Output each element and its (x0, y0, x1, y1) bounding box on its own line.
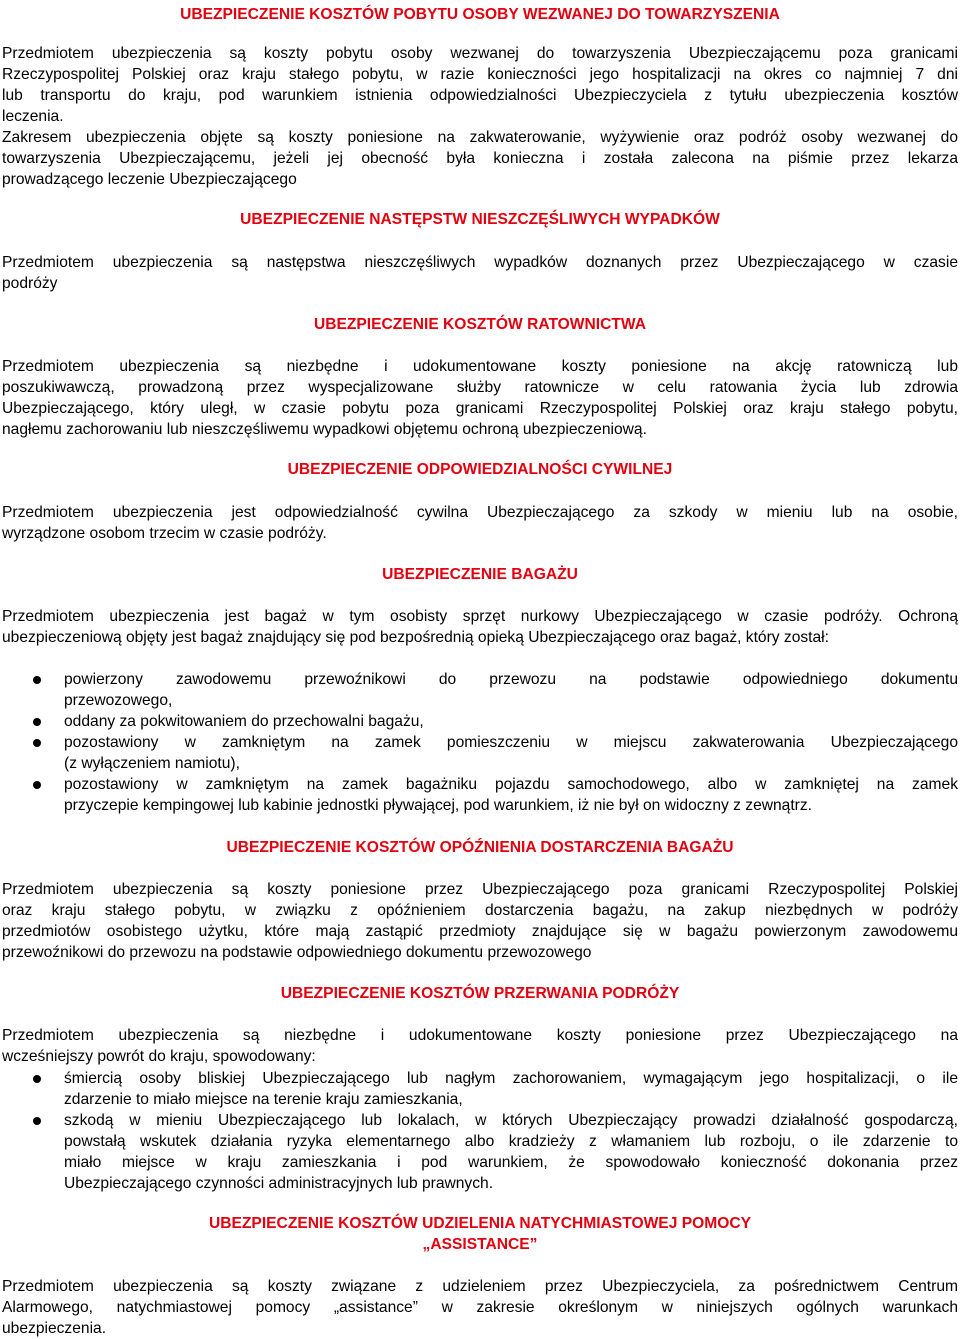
section-heading-nnw: UBEZPIECZENIE NASTĘPSTW NIESZCZĘŚLIWYCH WYPADKÓW (240, 211, 720, 228)
paragraph-przerwanie-1: Przedmiotem ubezpieczenia są niezbędne i udokumentowane koszty poniesione przez Ubezpieczającego na wcześniejszy powrót do kraju, spowodowany: (2, 1027, 958, 1065)
list-item: pozostawiony w zamkniętym na zamek pomieszczeniu w miejscu zakwaterowania Ubezpieczającego (z wyłączeniem namiotu), (0, 732, 958, 774)
paragraph-opoznienie-1: Przedmiotem ubezpieczenia są koszty poniesione przez Ubezpieczającego poza granicami Rzeczypospolitej Polskiej oraz kraju stałego pobytu, w związku z opóźnieniem dostarczenia bagażu, na zakup niezbędnych w podróży przedmiotów osobistego użytku, które mają zastąpić przedmioty znajdujące się w bagażu powierzonym zawodowemu przewoźnikowi do przewozu na podstawie odpowiedniego dokumentu przewozowego (2, 881, 958, 961)
paragraph-bagaz-1: Przedmiotem ubezpieczenia jest bagaż w tym osobisty sprzęt nurkowy Ubezpieczającego w czasie podróży. Ochroną ubezpieczeniową objęty jest bagaż znajdujący się pod bezpośrednią opieką Ubezpieczającego oraz bagaż, który został: (2, 608, 958, 646)
list-item: oddany za pokwitowaniem do przechowalni bagażu, (0, 711, 958, 732)
section-heading-bagaz: UBEZPIECZENIE BAGAŻU (382, 566, 578, 583)
bullet-icon (33, 676, 41, 684)
przerwanie-list (0, 1068, 958, 1194)
bullet-icon (33, 781, 41, 789)
list-item: powierzony zawodowemu przewoźnikowi do przewozu na podstawie odpowiedniego dokumentu przewozowego, (0, 669, 958, 711)
section-heading-assistance: UBEZPIECZENIE KOSZTÓW UDZIELENIA NATYCHMIASTOWEJ POMOCY „ASSISTANCE” (208, 1215, 752, 1253)
section-heading-pobyt: UBEZPIECZENIE KOSZTÓW POBYTU OSOBY WEZWANEJ DO TOWARZYSZENIA (180, 6, 780, 23)
list-item: szkodą w mieniu Ubezpieczającego lub lokalach, w których Ubezpieczający prowadzi działalność gospodarczą, powstałą wskutek działania ryzyka elementarnego albo kradzieży z włamaniem lub rozboju, o ile zdarzenie to miało miejsce w kraju zamieszkania i pod warunkiem, że spowodowało konieczność dokonania przez Ubezpieczającego czynności administracyjnych lub prawnych. (0, 1110, 958, 1194)
bagaz-list (0, 669, 958, 816)
section-heading-ratownictwo: UBEZPIECZENIE KOSZTÓW RATOWNICTWA (313, 316, 647, 333)
list-item: pozostawiony w zamkniętym na zamek bagażniku pojazdu samochodowego, albo w zamkniętej na zamek przyczepie kempingowej lub kabinie jednostki pływającej, pod warunkiem, iż nie był on widoczny z zewnątrz. (0, 774, 958, 816)
paragraph-oc-1: Przedmiotem ubezpieczenia jest odpowiedzialność cywilna Ubezpieczającego za szkody w mieniu lub na osobie, wyrządzone osobom trzecim w czasie podróży. (2, 504, 958, 542)
paragraph-pobyt-2: Zakresem ubezpieczenia objęte są koszty poniesione na zakwaterowanie, wyżywienie oraz podróż osoby wezwanej do towarzyszenia Ubezpieczającemu, jeżeli jej obecność była konieczna i została zalecona na piśmie przez lekarza prowadzącego leczenie Ubezpieczającego (2, 129, 958, 188)
paragraph-ratownictwo-1: Przedmiotem ubezpieczenia są niezbędne i udokumentowane koszty poniesione na akcję ratowniczą lub poszukiwawczą, prowadzoną przez wyspecjalizowane służby ratownicze w celu ratowania życia lub zdrowia Ubezpieczającego, który uległ, w czasie pobytu poza granicami Rzeczypospolitej Polskiej oraz kraju stałego pobytu, nagłemu zachorowaniu lub nieszczęśliwemu wypadkowi objętemu ochroną ubezpieczeniową. (2, 358, 958, 438)
section-heading-opoznienie: UBEZPIECZENIE KOSZTÓW OPÓŹNIENIA DOSTARCZENIA BAGAŻU (226, 839, 734, 856)
bullet-icon (33, 1075, 41, 1083)
paragraph-assistance-1: Przedmiotem ubezpieczenia są koszty związane z udzieleniem przez Ubezpieczyciela, za pośrednictwem Centrum Alarmowego, natychmiastowej pomocy „assistance” w zakresie określonym w niniejszych ogólnych warunkach ubezpieczenia. (2, 1278, 958, 1337)
list-item: śmiercią osoby bliskiej Ubezpieczającego lub nagłym zachorowaniem, wymagającym jego hospitalizacji, o ile zdarzenie to miało miejsce na terenie kraju zamieszkania, (0, 1068, 958, 1110)
section-heading-przerwanie: UBEZPIECZENIE KOSZTÓW PRZERWANIA PODRÓŻY (280, 985, 680, 1002)
bullet-icon (33, 739, 41, 747)
bullet-icon (33, 718, 41, 726)
paragraph-pobyt-1: Przedmiotem ubezpieczenia są koszty pobytu osoby wezwanej do towarzyszenia Ubezpieczającemu poza granicami Rzeczypospolitej Polskiej oraz kraju stałego pobytu, w razie konieczności jego hospitalizacji na okres co najmniej 7 dni lub transportu do kraju, pod warunkiem istnienia odpowiedzialności Ubezpieczyciela z tytułu ubezpieczenia kosztów leczenia. (2, 45, 958, 125)
section-heading-oc: UBEZPIECZENIE ODPOWIEDZIALNOŚCI CYWILNEJ (287, 461, 673, 478)
paragraph-nnw-1: Przedmiotem ubezpieczenia są następstwa nieszczęśliwych wypadków doznanych przez Ubezpieczającego w czasie podróży (2, 254, 958, 292)
bullet-icon (33, 1117, 41, 1125)
